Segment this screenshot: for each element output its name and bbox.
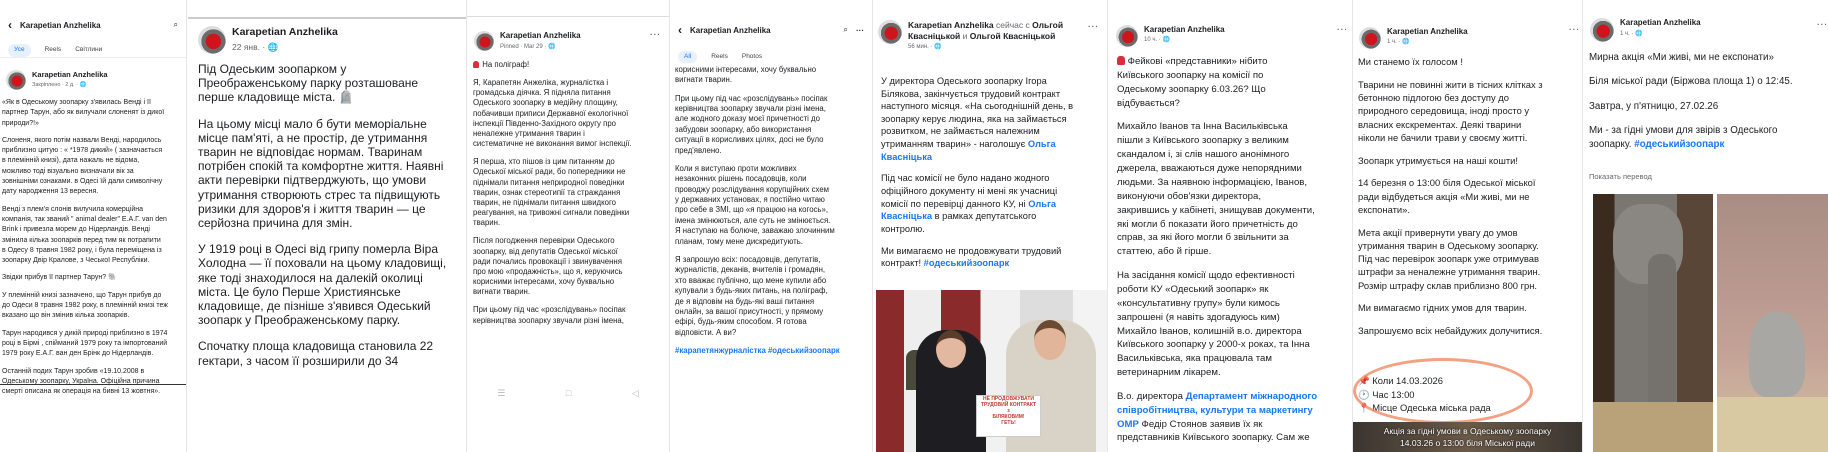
more-options-icon[interactable]: ··· bbox=[650, 30, 661, 39]
and-text: и bbox=[960, 31, 970, 41]
protest-photo[interactable] bbox=[876, 290, 1108, 452]
mention-link[interactable]: Ольга Квасніцька bbox=[881, 198, 1057, 222]
post-paragraph bbox=[1358, 226, 1583, 292]
post-paragraph bbox=[1117, 390, 1353, 446]
post-text: Завтра, у п'ятницю, 27.02.26 bbox=[1589, 100, 1719, 112]
post-paragraph bbox=[675, 94, 873, 156]
post-text: Тарун народився у дикій природі приблизно в 1974 році в Бірмі , спійманий 1979 року та імпортований 1979 року Е.А.Г. ван ден Брінк до Нідерландів. bbox=[2, 329, 168, 358]
post-text: Венді з плем'я слонів вилучила комерційна компанія, так званий " animal dealer" Е.А.Г. van den Brink і привезла морем до Нідерландів. Венді змінила кілька зоопарків перед тим як потрапити в Одесу 8 травня 1982 року, і була переміщена із зоопарку Двір Кралове, з Чеської Республіки. bbox=[2, 205, 167, 265]
more-options-icon[interactable]: ··· bbox=[1569, 25, 1580, 34]
post-paragraph bbox=[881, 75, 1108, 163]
red-marker-icon bbox=[1117, 56, 1125, 65]
post-body bbox=[881, 75, 1108, 279]
post-paragraph bbox=[473, 157, 670, 228]
post-paragraph bbox=[473, 305, 670, 325]
post-paragraph bbox=[675, 255, 873, 338]
post-header bbox=[474, 31, 581, 51]
post-text: Ми вимагаємо гідних умов для тварин. bbox=[1358, 302, 1527, 314]
nav-title: Karapetian Anzhelika bbox=[690, 25, 771, 35]
post-paragraph bbox=[1358, 301, 1583, 314]
post-paragraph bbox=[1589, 124, 1828, 153]
elephant-photo-2[interactable] bbox=[1717, 194, 1828, 452]
post-paragraph bbox=[198, 62, 467, 105]
post-text: Михайло Іванов та Інна Васильківська пішли з Київського зоопарку з великим скандалом і, зі слів нашого анонімного джерела, вважаються дуже непорядними людьми. За наявною інформацією, Іванов, виконуючи обов'язки директора, закрившись у кабінеті, знищував документи, які могли б показати його причетність до справ, за які його могли б звільнити за статтею, або й гірше. bbox=[1117, 121, 1315, 258]
tagged-user[interactable]: Ольгой Квасніцькой bbox=[969, 31, 1056, 41]
post-paragraph bbox=[1358, 154, 1583, 167]
protest-sign: НЕ ПРОДОВЖУВАТИ ТРУДОВИЙ КОНТРАКТ з БІЛЯКОВИМ! ГЕТЬ! bbox=[976, 395, 1041, 437]
clock-icon: 🕐 bbox=[1358, 388, 1373, 400]
post-text: Зоопарк утримується на наші кошти! bbox=[1358, 154, 1518, 166]
post-body bbox=[2, 98, 187, 404]
post-text: Я, Карапетян Анжеліка, журналістка і громадська діячка. Я підняла питання Одеського зоопарку в медійну площину, побачивши приписи Державної екологічної інспекції Південно-Західного округу про неналежне утримання тварин і систематичне не виконання вимог інспекції. bbox=[473, 78, 632, 149]
post-paragraph bbox=[2, 205, 187, 267]
post-screenshot-2 bbox=[188, 0, 467, 452]
post-paragraph bbox=[1117, 269, 1353, 380]
divider bbox=[0, 384, 186, 385]
post-paragraph bbox=[1358, 176, 1583, 216]
more-options-icon[interactable]: ··· bbox=[1337, 25, 1348, 34]
post-header bbox=[198, 26, 338, 54]
post-screenshot-3 bbox=[467, 0, 670, 452]
post-body bbox=[473, 60, 670, 334]
post-header bbox=[1359, 27, 1468, 49]
author-name[interactable]: Karapetian Anzhelika bbox=[32, 70, 108, 79]
search-icon[interactable]: ⌕ bbox=[173, 20, 178, 29]
post-body bbox=[198, 62, 467, 380]
post-text: Тварини не повинні жити в тісних клітках з бетонною підлогою без доступу до природного середовища, іноді просто у власних екскрементах. Деякі тварини ніколи не бачили трави у своєму житті. bbox=[1358, 78, 1543, 143]
post-body bbox=[1117, 55, 1353, 452]
hay bbox=[1717, 397, 1828, 452]
author-name[interactable]: Karapetian Anzhelika bbox=[500, 31, 581, 40]
post-paragraph bbox=[1117, 120, 1353, 259]
profile-nav-bar bbox=[0, 16, 186, 34]
post-paragraph bbox=[2, 273, 187, 283]
back-icon[interactable]: ‹ bbox=[8, 18, 12, 32]
back-nav-icon[interactable]: ◁ bbox=[631, 388, 639, 398]
post-text: Коли я виступаю проти можливих незаконних рішень посадовців, коли проводжу розслідування корупційних схем у державних установах, я постійно читаю про себе в ЗМІ, що «я працюю на когось», імена змінюються, але суть не змінюється. Я наступаю на болюче, заважаю злочинним планам, тому мене дискредитують. bbox=[675, 163, 835, 246]
post-text: Після погодження перевірки Одеського зоопарку, від депутатів Одеської міської ради почались провокації і звинувачення про мою «продажність», що я, керуючись корисними інтересами, хочу буквально вигнати тварин. bbox=[473, 236, 623, 297]
post-text: На засідання комісії щодо ефективності роботи КУ «Одеський зоопарк» як «консультативну групу» були кимось запрошені (я навіть здогадуюсь ким) Михайло Іванов, колишній в.о. директора Київського зоопарку у 2000-х роках, та Інна Васильківська, яка працювала там ветеринарним лікарем. bbox=[1117, 269, 1310, 379]
post-paragraph bbox=[473, 236, 670, 297]
avatar[interactable] bbox=[6, 70, 26, 90]
post-text: в рамках депутатського контролю. bbox=[881, 211, 1037, 234]
avatar[interactable] bbox=[198, 26, 226, 54]
location-icon: 📍 bbox=[1358, 402, 1373, 413]
translate-link[interactable]: Показать перевод bbox=[1589, 172, 1652, 181]
hashtag-link[interactable]: #одеськийзоопарк bbox=[1634, 139, 1725, 151]
mention-link[interactable]: Ольга Квасніцька bbox=[881, 138, 1056, 162]
post-paragraph bbox=[2, 367, 187, 398]
more-options-icon[interactable]: ··· bbox=[1817, 20, 1828, 29]
post-paragraph bbox=[675, 164, 873, 247]
post-text: Я запрошую всіх: посадовців, депутатів, журналістів, деканів, вчителів і громадян, хто вважає публічно, що мене купили або купували з будь-яких питань, на поліграф, де я відповім на будь-які ваші питання онлайн, за вашої присутності, у прямому ефірі, будь-яким способом. Я готова відповісти. А ви? bbox=[675, 254, 828, 337]
hashtag-link[interactable]: #одеськийзоопарк bbox=[923, 258, 1010, 269]
tab-all[interactable]: All bbox=[678, 51, 697, 63]
avatar[interactable] bbox=[474, 31, 494, 51]
nav-title: Karapetian Anzhelika bbox=[20, 20, 101, 30]
tab-reels[interactable]: Reels bbox=[711, 53, 728, 60]
post-text: У племінній книзі зазначено, що Тарун прибув до до Одеси 8 травня 1982 року, в племінній книзі теж вказано що він змінив кілька зоопарків. bbox=[2, 291, 168, 320]
profile-tabs bbox=[0, 44, 186, 58]
post-text: На поліграф! bbox=[482, 60, 530, 69]
author-name[interactable]: Karapetian Anzhelika bbox=[1620, 18, 1701, 27]
post-paragraph bbox=[675, 346, 873, 356]
event-text: Місце Одеська міська рада bbox=[1372, 402, 1491, 413]
post-text: На цьому місці мало б бути меморіальне місце пам'яті, а не простір, де утримання тварин не відповідає нормам. Тваринам потрібен спокій та комфортне життя. Наявні акти перевірки підтверджують, що умови утримання створюють стрес та підвищують ризики для здоров'я і життя тварин — це серйозна причина для змін. bbox=[198, 116, 444, 231]
post-paragraph bbox=[881, 245, 1108, 270]
author-name[interactable]: Karapetian Anzhelika bbox=[1144, 25, 1225, 34]
event-text: Коли 14.03.2026 bbox=[1372, 375, 1443, 386]
post-screenshot-6 bbox=[1108, 0, 1353, 452]
back-icon[interactable]: ‹ bbox=[678, 23, 682, 37]
post-text: У 1919 році в Одесі від грипу померла Віра Холодна — її поховали на цьому кладовищі, яке тоді знаходилося на далекій околиці міста. Це було Перше Християнське кладовище, де пізніше з'явився Одеський зоопарк у Преображенському парку. bbox=[198, 242, 447, 328]
post-text: Ми станемо їх голосом ! bbox=[1358, 56, 1463, 67]
post-text: Останній подих Тарун зробив «19.10.2008 в Одеському зоопарку, Україна. Офіційна причина смерті описана як операція на бивні 13 жовтня». bbox=[2, 367, 161, 396]
divider bbox=[467, 16, 669, 17]
elephant-figure bbox=[1749, 312, 1805, 397]
post-paragraph bbox=[1589, 51, 1828, 66]
post-paragraph bbox=[675, 65, 873, 86]
post-paragraph bbox=[198, 117, 467, 231]
home-icon[interactable]: □ bbox=[565, 388, 572, 398]
highlight-circle bbox=[1353, 358, 1533, 424]
tab-all[interactable]: Усе bbox=[8, 44, 31, 57]
with-text: сейчас с bbox=[993, 20, 1033, 30]
post-text: Мета акції привернути увагу до умов утримання тварин в Одеському зоопарку. Під час перевірок зоопарк уже отримував штрафи за неналежне утримання тварин. Розмір штрафу склав приблизно 800 грн. bbox=[1358, 226, 1541, 291]
search-icon[interactable]: ⌕ bbox=[843, 25, 848, 34]
post-meta: 22 янв. · 🌐 bbox=[232, 42, 279, 52]
post-text: В.о. директора bbox=[1117, 390, 1186, 402]
post-text: 14 березня о 13:00 біля Одеської міської ради відбудеться акція «Ми живі, ми не експонати». bbox=[1358, 177, 1536, 215]
post-paragraph bbox=[1117, 55, 1353, 111]
post-paragraph bbox=[198, 242, 467, 327]
post-text: Звідки прибув її партнер Тарун? 🐘 bbox=[2, 274, 117, 282]
hay bbox=[1593, 402, 1713, 452]
post-text: Спочатку площа кладовища становила 22 гектари, з часом її розширили до 34 bbox=[198, 339, 434, 368]
post-text: «Як в Одеському зоопарку з'явилась Венді і її партнер Тарун, або як вилучали слоненят із дикої природи?!» bbox=[2, 99, 165, 127]
post-header bbox=[878, 20, 1078, 53]
post-paragraph bbox=[1589, 75, 1828, 90]
post-meta: 56 мин. · 🌐 bbox=[908, 44, 942, 50]
post-body bbox=[1589, 51, 1828, 163]
tagged-user[interactable]: Ольгой Квасніцькой bbox=[908, 20, 1064, 41]
avatar[interactable] bbox=[1590, 18, 1614, 42]
post-text: При цьому під час «розслідувань» посіпак керівництва зоопарку звучали різні імена, bbox=[473, 305, 626, 325]
post-text: Запрошуємо всіх небайдужих долучитися. bbox=[1358, 325, 1543, 337]
post-screenshot-5 bbox=[873, 0, 1108, 452]
author-name[interactable]: Karapetian Anzhelika bbox=[232, 26, 338, 38]
post-paragraph bbox=[1358, 78, 1583, 144]
post-text: Біля міської ради (Біржова площа 1) о 12:45. bbox=[1589, 76, 1793, 88]
post-text: Під час комісії не було надано жодного офіційного документу ні мені як учасниці комісії по перевірці данного КУ, ні bbox=[881, 173, 1058, 209]
post-body bbox=[1358, 55, 1583, 347]
post-text: Під Одеським зоопарком у Преображенському парку розташоване перше кладовище міста. 🪦 bbox=[198, 62, 419, 105]
post-text: Мирна акція «Ми живі, ми не експонати» bbox=[1589, 52, 1774, 63]
post-paragraph bbox=[2, 329, 187, 360]
more-options-icon[interactable]: ··· bbox=[1088, 22, 1099, 31]
elephant-photo-1[interactable] bbox=[1593, 194, 1713, 452]
post-paragraph bbox=[473, 60, 670, 70]
divider bbox=[188, 17, 466, 19]
post-meta: 1 ч. · 🌐 bbox=[1387, 39, 1410, 45]
post-paragraph bbox=[1589, 100, 1828, 115]
post-meta: Закріплено · 2 д. · 🌐 bbox=[32, 82, 87, 88]
post-header bbox=[1116, 25, 1225, 47]
post-paragraph bbox=[1358, 55, 1583, 68]
pin-icon: 📌 bbox=[1358, 375, 1373, 386]
post-paragraph bbox=[1358, 324, 1583, 337]
post-text: Ми - за гідні умови для звірів з Одеського зоопарку. bbox=[1589, 124, 1778, 151]
post-paragraph bbox=[2, 136, 187, 198]
post-meta: Pinned · Mar 29 · 🌐 bbox=[500, 44, 556, 50]
post-text: Ми вимагаємо не продовжувати трудовий контракт! bbox=[881, 245, 1062, 269]
android-nav-bar bbox=[467, 388, 669, 404]
event-text: Час 13:00 bbox=[1372, 388, 1415, 400]
author-name[interactable]: Karapetian Anzhelika bbox=[1387, 27, 1468, 36]
post-paragraph bbox=[473, 78, 670, 149]
post-paragraph bbox=[2, 98, 187, 129]
post-meta: 1 ч. · 🌐 bbox=[1620, 31, 1643, 37]
more-options-icon[interactable]: ··· bbox=[856, 25, 864, 35]
post-paragraph bbox=[198, 339, 467, 367]
tab-reels[interactable]: Reels bbox=[44, 46, 62, 53]
post-header bbox=[6, 70, 108, 90]
hashtag-link[interactable]: #карапетянжурналістка #одеськийзоопарк bbox=[675, 345, 840, 355]
tab-photos[interactable]: Світлини bbox=[75, 46, 103, 53]
menu-icon[interactable]: ☰ bbox=[497, 388, 506, 398]
post-text: Слоненя, якого потім назвали Венді, народилось приблизно цитую : « *1978 дикий» ( зазначається в племінній книзі), дата нажаль не відома, можливо тоді візуально визначали вік за зовнішніми ознаками. в Одесі їй дали символічну дату народження 13 вересня. bbox=[2, 136, 163, 196]
post-paragraph bbox=[881, 172, 1108, 235]
post-text: У директора Одеського зоопарку Ігора Білякова, закінчується трудовий контракт наступного місяця. «На сьогоднішній день, в зоопарку керує людина, яка на займається розвитком, не займається належним утриманням тварин» - наголошує bbox=[881, 76, 1074, 149]
avatar[interactable] bbox=[1359, 27, 1381, 49]
author-name[interactable]: Karapetian Anzhelika bbox=[908, 20, 994, 30]
post-text: При цьому під час «розслідувань» посіпак керівництва зоопарку звучали різні імена, але жодного доказу моєї причетності до забудови зоопарку, або використання ситуації в корисливих цілях, досі не було пред'явлено. bbox=[675, 93, 828, 155]
avatar[interactable] bbox=[878, 20, 902, 44]
avatar[interactable] bbox=[1116, 25, 1138, 47]
post-screenshot-4 bbox=[670, 0, 873, 452]
profile-nav-bar bbox=[670, 22, 872, 38]
post-text: корисними інтересами, хочу буквально вигнати тварин. bbox=[675, 65, 817, 85]
post-meta: 10 ч. · 🌐 bbox=[1144, 37, 1170, 43]
tab-photos[interactable]: Photos bbox=[741, 53, 763, 60]
post-paragraph bbox=[2, 291, 187, 322]
event-banner[interactable]: Акція за гідні умови в Одеському зоопарку 14.03.26 о 13:00 біля Міської ради bbox=[1353, 422, 1582, 452]
mention-link[interactable]: Департамент міжнародного співробітництва, культури та маркетингу ОМР bbox=[1117, 390, 1318, 430]
profile-tabs bbox=[670, 51, 872, 63]
post-text: Федір Стоянов заявив їх як представників Київського зоопарку. Сам же bbox=[1117, 418, 1310, 444]
post-body bbox=[675, 65, 873, 364]
red-marker-icon bbox=[473, 61, 479, 68]
post-screenshot-8 bbox=[1583, 0, 1828, 452]
post-screenshot-7 bbox=[1353, 0, 1583, 452]
post-text: Фейкові «представники» нібито Київського зоопарку на комісії по Одеському зоопарку 6.03.26? Що відбувається? bbox=[1117, 56, 1268, 109]
post-screenshot-1 bbox=[0, 0, 187, 452]
post-header bbox=[1590, 18, 1701, 42]
post-text: Я перша, хто пішов із цим питанням до Одеської міської ради, бо попередники не піднімали питання неприродної поведінки тварин, ознак стереотипії та страждання тварин, не піднімали питання швидкого реагування, на тривожні сигнали поведінки тварин. bbox=[473, 157, 630, 228]
